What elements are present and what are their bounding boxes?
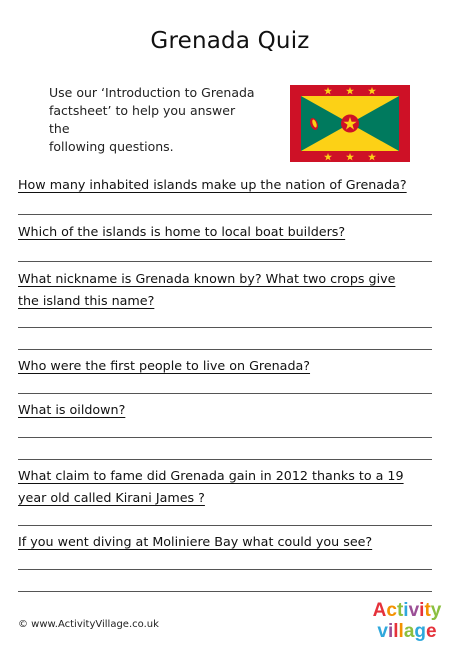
intro-text (49, 84, 259, 156)
answer-line[interactable] (18, 459, 432, 460)
question: What claim to fame did Grenada gain in 2012 thanks to a 19 (18, 468, 404, 483)
grenada-flag (290, 85, 410, 162)
intro-line: factsheet’ to help you answer the (49, 103, 236, 136)
answer-line[interactable] (18, 591, 432, 592)
copyright-footer: © www.ActivityVillage.co.uk (18, 619, 159, 630)
answer-line[interactable] (18, 261, 432, 262)
page-title: Grenada Quiz (150, 28, 310, 54)
question: How many inhabited islands make up the nation of Grenada? (18, 177, 407, 192)
svg-text:village: village (377, 621, 437, 642)
answer-line[interactable] (18, 525, 432, 526)
svg-text:Activity: Activity (372, 600, 442, 621)
question: What is oildown? (18, 402, 126, 417)
answer-line[interactable] (18, 393, 432, 394)
answer-line[interactable] (18, 214, 432, 215)
question: What nickname is Grenada known by? What two crops give (18, 271, 396, 286)
answer-line[interactable] (18, 569, 432, 570)
answer-line[interactable] (18, 437, 432, 438)
answer-line[interactable] (18, 327, 432, 328)
intro-line: following questions. (49, 139, 174, 154)
question: year old called Kirani James ? (18, 490, 205, 505)
question: the island this name? (18, 293, 155, 308)
question: If you went diving at Moliniere Bay what could you see? (18, 534, 373, 549)
question: Who were the first people to live on Grenada? (18, 358, 311, 373)
activity-village-logo (367, 598, 447, 642)
question: Which of the islands is home to local boat builders? (18, 224, 346, 239)
intro-line: Use our ‘Introduction to Grenada (49, 85, 255, 100)
answer-line[interactable] (18, 349, 432, 350)
